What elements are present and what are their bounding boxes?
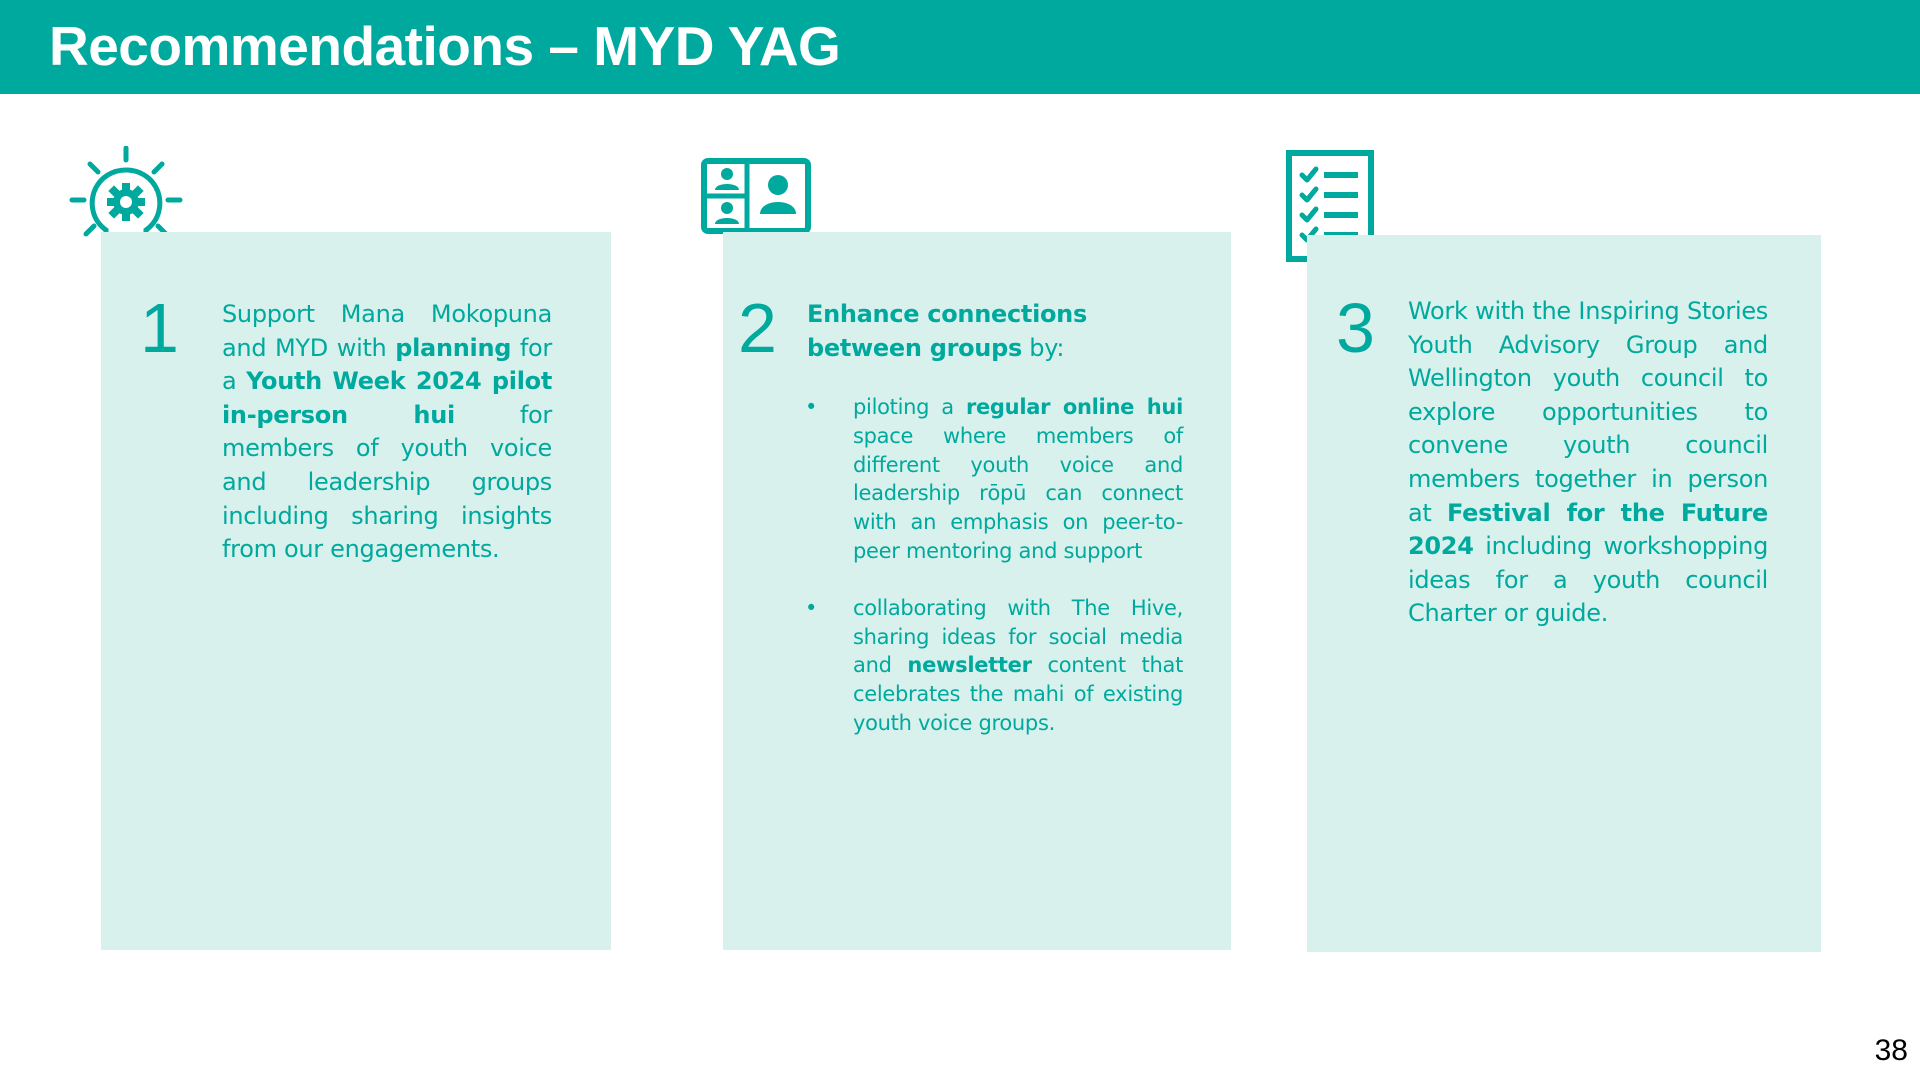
page-title: Recommendations – MYD YAG [49, 15, 841, 77]
card-2-bullets [805, 393, 1184, 766]
bold-segment: planning [395, 333, 512, 362]
bold-segment: regular online hui [965, 395, 1183, 419]
text-segment: Work with the Inspiring Stories Youth Advisory Group and Wellington youth council to explore opportunities to convene youth council members together in person at [1408, 297, 1768, 527]
list-item [805, 393, 1183, 566]
list-item [805, 594, 1184, 738]
bold-segment: newsletter [907, 653, 1032, 678]
bullet-icon: • [805, 595, 818, 620]
bullet-icon: • [805, 395, 818, 419]
text-segment: collaborating with The Hive, sharing ideas for social media and [853, 595, 1183, 678]
card-number: 2 [738, 289, 777, 367]
text-segment: for a [222, 333, 552, 396]
card-number: 1 [140, 289, 179, 367]
text-segment: for members of youth voice and leadership groups including sharing insights from our engagements. [222, 400, 552, 564]
text-segment: by: [1021, 333, 1065, 362]
text-segment: Support Mana Mokopuna and MYD with [222, 300, 552, 362]
bullet-list [805, 393, 1184, 738]
text-segment: space where members of different youth voice and leadership rōpū can connect with an emphasis on peer-to-peer mentoring and support [853, 423, 1183, 563]
text-segment: including workshopping ideas for a youth council Charter or guide. [1408, 532, 1768, 628]
card-2-intro [807, 298, 1137, 365]
bold-segment: Festival for the Future 2024 [1408, 498, 1768, 561]
bold-segment: Enhance connections between groups [807, 300, 1087, 362]
title-bar [0, 0, 1920, 94]
card-3-text [1408, 295, 1768, 631]
text-segment: content that celebrates the mahi of existing youth voice groups. [853, 653, 1184, 735]
text-segment: piloting a [853, 395, 966, 419]
bold-segment: Youth Week 2024 pilot in-person hui [222, 367, 552, 429]
card-number: 3 [1336, 289, 1375, 367]
card-1-text [222, 298, 552, 567]
page-number: 38 [1874, 1034, 1908, 1067]
